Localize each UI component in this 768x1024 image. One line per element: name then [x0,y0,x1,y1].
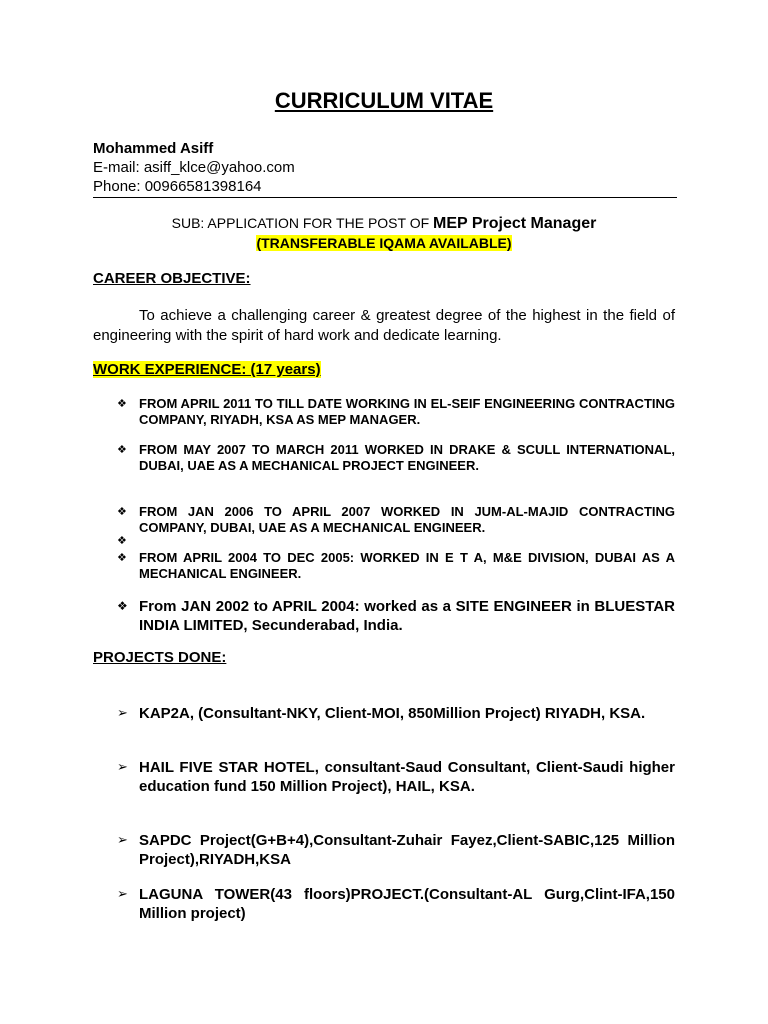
document-title: CURRICULUM VITAE [274,88,494,113]
diamond-bullet-icon: ❖ [117,397,127,410]
subject-post: MEP Project Manager [433,215,597,232]
project-item [117,831,675,869]
work-experience-heading-text: WORK EXPERIENCE: (17 years) [93,361,321,378]
arrow-bullet-icon: ➢ [117,706,128,721]
work-experience-heading [93,361,321,378]
work-item [117,504,675,536]
project-item [117,758,675,796]
subject-prefix: SUB: APPLICATION FOR THE POST OF [171,215,434,231]
diamond-bullet-icon: ❖ [117,551,127,564]
email-line: E-mail: asiff_klce@yahoo.com [93,159,295,176]
work-item-text: FROM APRIL 2011 TO TILL DATE WORKING IN EL-SEIF ENGINEERING CONTRACTING COMPANY, RIYADH, KSA AS MEP MANAGER. [139,396,675,427]
project-item-text: KAP2A, (Consultant-NKY, Client-MOI, 850Million Project) RIYADH, KSA. [139,705,646,722]
projects-done-heading: PROJECTS DONE: [93,649,227,666]
work-item [117,396,675,428]
project-item-text: LAGUNA TOWER(43 floors)PROJECT.(Consultant-AL Gurg,Clint-IFA,150 Million project) [139,886,675,922]
work-item [117,597,675,635]
diamond-bullet-icon: ❖ [117,505,127,518]
project-item [117,704,675,723]
arrow-bullet-icon: ➢ [117,833,128,848]
iqama-note-text: (TRANSFERABLE IQAMA AVAILABLE) [256,235,512,251]
candidate-name: Mohammed Asiff [93,140,214,157]
subject-line [0,215,768,233]
project-item [117,885,675,923]
diamond-bullet-icon: ❖ [117,599,128,613]
diamond-bullet-icon: ❖ [117,534,127,547]
work-item-text: FROM APRIL 2004 TO DEC 2005: WORKED IN E T A, M&E DIVISION, DUBAI AS A MECHANICAL ENGINEER. [139,550,675,581]
project-item-text: HAIL FIVE STAR HOTEL, consultant-Saud Consultant, Client-Saudi higher education fund 150 Million Project), HAIL, KSA. [139,759,675,795]
career-objective-heading: CAREER OBJECTIVE: [93,270,251,287]
arrow-bullet-icon: ➢ [117,760,128,775]
work-item [117,550,675,582]
header-divider [93,197,677,198]
work-item-text: FROM MAY 2007 TO MARCH 2011 WORKED IN DRAKE & SCULL INTERNATIONAL, DUBAI, UAE AS A MECHANICAL PROJECT ENGINEER. [139,442,675,473]
phone-line: Phone: 00966581398164 [93,178,262,195]
career-objective-text: To achieve a challenging career & greatest degree of the highest in the field of engineering with the spirit of hard work and dedicate learning. [93,307,675,344]
work-item-text: From JAN 2002 to APRIL 2004: worked as a SITE ENGINEER in BLUESTAR INDIA LIMITED, Secunderabad, India. [139,598,675,634]
arrow-bullet-icon: ➢ [117,887,128,902]
work-item-text: FROM JAN 2006 TO APRIL 2007 WORKED IN JUM-AL-MAJID CONTRACTING COMPANY, DUBAI, UAE AS A MECHANICAL ENGINEER. [139,504,675,535]
iqama-note [0,235,768,251]
work-item [117,442,675,474]
diamond-bullet-icon: ❖ [117,443,127,456]
project-item-text: SAPDC Project(G+B+4),Consultant-Zuhair Fayez,Client-SABIC,125 Million Project),RIYADH,KSA [139,832,675,868]
